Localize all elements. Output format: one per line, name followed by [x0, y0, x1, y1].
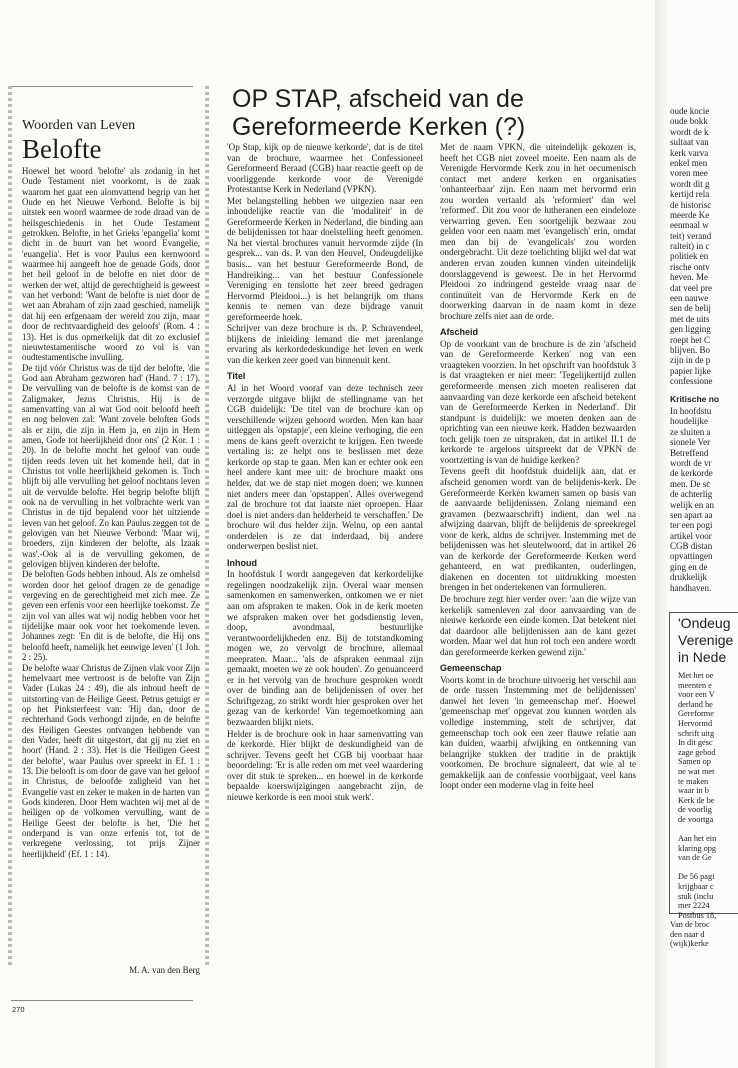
right-page-line: sionele Ver	[670, 437, 711, 448]
right-page-line: ze sluiten a	[670, 426, 711, 437]
right-page-line: sen apart aa	[670, 509, 713, 520]
right-page-partial	[668, 0, 738, 1068]
right-page-line: een nauwe	[670, 293, 709, 304]
boxed-notice-line: In dit gesc	[678, 738, 713, 748]
boxed-notice-line	[678, 825, 716, 835]
boxed-notice-line: Kerk de be	[678, 795, 715, 805]
right-page-line: artikel voor	[670, 530, 712, 541]
right-page-line: ter een pogi	[670, 520, 713, 531]
right-page-line: CGB distan	[670, 541, 713, 552]
sidebar-kicker: Woorden van Leven	[22, 118, 136, 133]
boxed-notice-line	[678, 863, 716, 873]
right-page-line: In hoofdstu	[670, 406, 712, 416]
article-paragraph: In hoofdstuk I wordt aangegeven dat kerkordelijke regelingen noodzakelijk zijn. Overal waar mensen samenkomen en samenwerken, ontkomen we er niet aan om afspraken te maken. Ook in de kerk moeten we afspraken maken over het godsdienstig leven, doop, avondmaal, bestuurlijke verantwoordelijkheden enz. Bij de totstandkoming mogen we, zo vervolgt de brochure, allemaal meepraten. Maar... 'als de afspraken eenmaal zijn gemaakt, moeten we ze ook houden'. Zo genuanceerd er in het vervolg van de brochure gesproken wordt over de binding aan de belijdenissen of over het Schriftgezag, zo strikt wordt hier gesproken over het gezag van de kerkorde! Van tegemoetkoming aan bezwaarden blijkt niets.	[227, 569, 423, 727]
article-paragraph: Met de naam VPKN, die uiteindelijk gekozen is, heeft het CGB niet zoveel moeite. Een naam als de Verenigde Hervormde Kerk zou in het oecumenisch contact met andere kerken en organisaties 'onhanteerbaar' zijn. Een naam met hervormd erin zou worden vertaald als 'reformiert' dan wel 'reformed'. Dit zou voor de lutheranen een eindeloze verwarring geven. Een soortgelijk bezwaar zou gelden voor een naam met 'evangelisch' erin, omdat men dan bij de 'evangelicals' zou worden ondergebracht. Uit deze toelichting blijkt wel dat wat anderen ervan zouden kunnen vinden uiteindelijk doorslaggevend is geweest. De in het Hervormd Pleidooi zo indringend gestelde vraag naar de continuïteit van de Hervormde Kerk en de doorwerking daarvan in de naam komt in deze brochure zelfs niet aan de orde.	[440, 142, 636, 321]
article-column-1	[227, 142, 423, 1022]
article-paragraph: Schrijver van deze brochure is ds. P. Schravendeel, blijkens de inleiding lemand die met jarenlange ervaring als kerkordedeskundige het leven en werk van die kerken zeer goed van binnenuit kent.	[227, 323, 423, 365]
boxed-notice-line: Postbus 18,	[678, 910, 717, 920]
boxed-notice-title	[678, 615, 733, 666]
right-page-line: Betreffend	[670, 447, 709, 458]
right-page-line: (wijk)kerke	[670, 939, 709, 949]
boxed-notice-line: waar in b	[678, 786, 709, 796]
right-page-text-top	[670, 106, 736, 387]
section-heading: Inhoud	[227, 557, 257, 568]
boxed-notice-line: de voortga	[678, 814, 714, 824]
right-page-line: met de uits	[670, 313, 710, 324]
article-paragraph: Voorts komt in de brochure uitvoerig het verschil aan de orde tussen 'Instemming met de belijdenissen' danwel het leven 'in gemeenschap met'. Hoewel 'gemeenschap met' opgevat zou kunnen worden als volledige instemming, stelt de schrijver, dat gemeenschap toch ook een zeer flauwe relatie aan kan duiden, waarbij afwijking en ontkenning van belangrijke stukken der traditie in de praktijk voorkomen. De brochure signaleert, dat wie al te gemakkelijk aan de confessie voorbijgaat, veel kans loopt onder een moderne vlag in feite heel	[440, 674, 636, 791]
right-page-heading: Kritische no	[670, 394, 720, 404]
boxed-notice-line: Met het oe	[678, 671, 714, 680]
right-page-line: de historisc	[670, 199, 712, 210]
right-page-line: heven. Me	[670, 272, 708, 283]
right-page-line: kertijd rela	[670, 189, 710, 200]
right-page-line: wordt dit g	[670, 178, 710, 189]
boxed-notice-line: De 56 pagi	[678, 872, 715, 882]
sidebar-top-rule	[11, 86, 193, 87]
right-page-line: de kerkorde	[670, 468, 713, 479]
sidebar-title: Belofte	[22, 134, 102, 164]
boxed-notice-line: zage gebod	[678, 747, 716, 757]
page-gutter	[655, 0, 668, 1068]
right-page-line: enkel men	[670, 157, 708, 168]
sidebar-right-border	[205, 86, 209, 966]
sidebar-paragraph: De beloften Gods hebben inhoud. Als ze omhelsd worden door het geloof dragen ze de genadige vergeving en de gerechtigheid met zich mee. Ze geven een erfenis voor een heerlijke toekomst. Ze zijn vol van alles wat wij nodig hebben voor het tijdelijke maar ook voor het toekomende leven. Johannes zegt: 'En dit is de belofte, die Hij ons beloofd heeft, namelijk het eeuwige leven' (1 Joh. 2 : 25).	[22, 569, 200, 663]
sidebar-body	[22, 166, 200, 946]
right-page-text-bottom	[670, 920, 710, 949]
boxed-notice-line: krijgbaar c	[678, 882, 714, 892]
right-page-line: wordt de vr	[670, 457, 712, 468]
article-paragraph: Tevens geeft dit hoofdstuk duidelijk aan, dat er afscheid genomen wordt van de belijdenis-kerk. De Gereformeerde Kerken kwamen samen op basis van de aanvaarde belijdenissen. Zolang niemand een gravamen (bezwaarschrift) indient, dan wel na afwijzing daarvan, blijft de belijdenis de spreekregel voor de kerk, aldus de schrijver. Instemming met de belijdenissen was het sleutelwoord, dat in artikel 26 van de kerkorde der Gereformeerde Kerken werd gehanteerd, en wat predikanten, ouderlingen, diakenen en docenten tot uitdrukking moesten brengen in het ondertekenen van formulieren.	[440, 466, 636, 593]
right-page-line: blijven. Bo	[670, 344, 710, 355]
right-page-line: de achterlig	[670, 489, 713, 500]
boxed-notice-line: de voorlig	[678, 805, 712, 815]
section-heading: Titel	[227, 371, 246, 382]
page-number: 270	[12, 1005, 25, 1014]
article-paragraph: Op de voorkant van de brochure is de zin 'afscheid van de Gereformeerde Kerken' nog van een vraagteken voorzien. In het opschrift van hoofdstuk 3 is dat vraagteken er niet meer: 'Tegelijkertijd zullen gereformeerde mensen zich moeten realiseren dat aanvaarding van deze kerkorde een afscheid betekent van de Gereformeerde Kerken in Nederland'. Dit standpunt is duidelijk: we moeten denken aan de oprichting van een nieuwe kerk. Hadden bezwaarden toch gelijk toen ze uitspraken, dat in artikel II.1 de kerkorde te argeloos uitspreekt dat de VPKN de voortzetting is van de huidige kerken?	[440, 338, 636, 465]
boxed-notice-line: Hervormd	[678, 718, 713, 728]
boxed-notice-line: voor een V	[678, 690, 715, 700]
right-page-line: gen ligging	[670, 324, 711, 335]
right-page-line: oude kocie	[670, 106, 710, 116]
boxed-notice-line: Aan het ein	[678, 834, 717, 844]
boxed-notice-line: mer 2224	[678, 901, 710, 911]
right-page-line: oude bokk	[670, 116, 708, 127]
boxed-notice-line: van de Ge	[678, 853, 712, 863]
article-paragraph: Met belangstelling hebben we uitgezien naar een inhoudelijke reactie van die 'modaliteit' in de Gereformeerde Kerken in Nederland, die binding aan de belijdenissen tot haar doelstelling heeft genomen. Na het viertal brochures vanuit hervormde zijde (In gesprek... van ds. P. van den Heuvel, Ondeugdelijke basis... van het bestuur Gereformeerde Bond, de Handreiking... van het bestuur Confessionele Vereniging en tenslotte het zeer breed gedragen Hervormd Pleidooi...) is het belangrijk om thans kennis te nemen van deze bijdrage vanuit gereformeerde hoek.	[227, 195, 423, 322]
right-page-line: den naar d	[670, 929, 705, 939]
right-page-line: Van de broc	[670, 920, 710, 929]
boxed-notice-line: Samen op	[678, 757, 711, 767]
right-page-line: men. De sc	[670, 478, 711, 489]
section-heading: Afscheid	[440, 327, 479, 338]
boxed-notice-title-line: Verenige	[678, 632, 734, 648]
section-heading: Gemeenschap	[440, 663, 502, 674]
boxed-notice-line: stuk (inclu	[678, 891, 714, 901]
right-page-line: ging en de	[670, 561, 708, 572]
boxed-notice-text	[678, 671, 716, 920]
article-title: OP STAP, afscheid van de Gereformeerde Kerken (?)	[232, 85, 526, 141]
right-page-line: sen de belij	[670, 303, 711, 314]
right-page-line: zijn in de p	[670, 355, 711, 366]
article-paragraph: Helder is de brochure ook in haar samenvatting van de kerkorde. Hier blijkt de deskundigheid van de schrijver. Tevens geeft het CGB bij voorbaat haar beoordeling: 'Er is alle reden om met veel waardering over dit stuk te spreken... en hoewel in de kerkorde bepaalde koerswijzigingen aangebracht zijn, de nieuwe kerkorde is een mooi stuk werk'.	[227, 728, 423, 802]
right-page-line: houdelijke	[670, 416, 708, 427]
right-page-line: handhaven.	[670, 582, 712, 593]
boxed-notice-line: Gereforme	[678, 709, 714, 719]
article-paragraph: Al in het Woord vooraf van deze technisch zeer verzorgde uitgave blijkt de stellingname van het CGB duidelijk: 'De titel van de brochure kan op verschillende wijzen gehoord worden. Men kan haar uitleggen als 'opstapje', een kleine verhoging, die een mens de kans geeft overzicht te krijgen. Een tweede vertaling is: ze helpt ons te beslissen met deze kerkorde op stap te gaan. Men kan er echter ook een heel andere kant mee uit: de brochure maakt ons helder, dat we de stap niet mogen doen; we kunnen niet anders meer dan 'opstappen'. Alles overwegend zal de brochure tot dat laatste niet oproepen. Haar doel is niet anders dan helderheid te verschaffen.' De brochure wil dus helder zijn. Welnu, op een aantal onderdelen is ze dat inderdaad, bij andere onderwerpen beslist niet.	[227, 383, 423, 552]
article-paragraph: 'Op Stap, kijk op de nieuwe kerkorde', dat is de titel van de brochure, waarmee het Confessioneel Gereformeerd Beraad (CGB) haar reactie geeft op de voorliggende kerkorde voor de Verenigde Protestantse Kerk in Nederland (VPKN).	[227, 142, 423, 195]
boxed-notice-line: ne wat met	[678, 766, 715, 776]
right-page-line: rische ontv	[670, 261, 710, 272]
right-page-line: welijk en an	[670, 499, 714, 510]
boxed-notice-line: derland he	[678, 699, 713, 709]
sidebar-author: M. A. van den Berg	[129, 965, 200, 975]
right-page-line: eenmaal w	[670, 220, 709, 231]
right-page-line: kerk varva	[670, 147, 709, 158]
sidebar-paragraph: De belofte waar Christus de Zijnen vlak voor Zijn hemelvaart mee vertroost is de belofte van Zijn Vader (Lukas 24 : 49), die als inhoud heeft de uitstorting van de Heilige Geest. Petrus getuigt er op het Pinksterfeest van: 'Hij dan, door de rechterhand Gods verhoogd zijnde, en de belofte des Heiligen Geestes ontvangen hebbende van den Vader, heeft dit uitgestort, dat gij nu ziet en hoort' (Hand. 2 : 33). Het is die 'Heiligen Geest der belofte', waar Paulus over spreekt in Ef. 1 : 13. Die belooft is om door de gave van het geloof in Christus, de beloofde zaligheid van het Evangelie vast en zeker te maken in de harten van Gods kinderen. Door Hem wachten wij met al de heiligen op de volkomen vervulling, want de Heilige Geest der belofte is het, 'Die het onderpand is van onze erfenis tot, tot de verkregene verlossing, tot prijs Zijner heerlijkheid' (Ef. 1 : 14).	[22, 662, 200, 859]
boxed-notice-line: meenten e	[678, 680, 712, 690]
boxed-notice-title-line: in Nede	[678, 649, 727, 665]
right-page-line: voren mee	[670, 168, 708, 179]
right-page-line: drukkelijk	[670, 572, 707, 583]
sidebar-bottom-rule	[11, 1000, 193, 1001]
sidebar-left-border	[8, 86, 12, 966]
right-page-line: teit) verand	[670, 230, 712, 241]
right-page-line: papier lijke	[670, 365, 711, 376]
boxed-notice-line: klaring opg	[678, 843, 717, 853]
right-page-boxed-notice	[669, 612, 738, 920]
article-column-2	[440, 142, 636, 1022]
right-page-line: sultaat van	[670, 137, 709, 148]
article-paragraph: De brochure zegt hier verder over: 'aan die wijze van kerkelijk samenleven zal door aanvaarding van de nieuwe kerkorde een einde komen. Dat betekent niet dat daardoor alle belijdenissen aan de kant gezet worden. Maar wel dat hun rol toch een andere wordt dan gereformeerde kerken gewend zijn.'	[440, 593, 636, 657]
boxed-notice-title-line: 'Ondeug	[678, 615, 731, 631]
right-page-line: confessione	[670, 376, 713, 387]
boxed-notice-line: te maken	[678, 776, 709, 786]
right-page-line: opvattingen	[670, 551, 713, 562]
sidebar-paragraph: Hoewel het woord 'belofte' als zodanig in het Oude Testament niet voorkomt, is de zaak waarom het gaat een alomvattend begrip van het Oude en het Nieuwe Verbond. Belofte is bij uitstek een woord waarmee de rode draad van de heilsgeschiedenis in het Oude Testament getrokken. Belofte, in het Grieks 'epangelia' komt dicht in de buurt van het woord Evangelie, 'euangelia'. Het is voor Paulus een kernwoord waarmee hij aangeeft hoe de genade Gods, door het heil geloof in de belofte en niet door de werken der wet, altijd de gerechtigheid is geweest van het verbond: 'Want de belofte is niet door de wet aan Abraham of zijn zaad geschied, namelijk dat hij een erfgenaam der wereld zou zijn, maar door de rechtvaardigheid des geloofs' (Rom. 4 : 13). Het is dus opmerkelijk dat dit zo exclusief nieuwtestamentische woord zo vol is van oudtestamentische invulling.	[22, 166, 200, 363]
boxed-notice-line: schrift uitg	[678, 728, 715, 738]
right-page-text-middle	[670, 406, 736, 593]
right-page-line: politiek en	[670, 251, 709, 262]
right-page-line: meerde Ke	[670, 209, 710, 220]
sidebar-paragraph: De tijd vóór Christus was de tijd der belofte, 'die God aan Abraham gezworen had' (Hand. 7 : 17). De vervulling van de belofte is de komst van de Zaligmaker, Jezus Christus. Hij is de samenvatting van al wat God ooit beloofd heeft en nog beloven zal: 'Want zovele beloften Gods als er zijn, die zijn in Hem ja, en zijn in Hem amen, Gode tot heerlijkheid door ons' (2 Kor. 1 : 20). In de belofte mocht het geloof van oude tijden reeds leven uit het komende heil, dat in Christus tot volle heerlijkheid gekomen is. Toch blijft bij alle vervulling het geloof nochtans leven uit de vervulde belofte. Het begrip belofte blijft ook na de vervulling in het volbrachte werk van Christus in de tijd bepalend voor het uitziende leven van het geloof. Zo kan Paulus zeggen tot de gelovigen van het Nieuwe Verbond: 'Maar wij, broeders, zijn kinderen der belofte, als Izaak was'.-Ook al is de vervulling gekomen, de gelovigen blijven kinderen der belofte.	[22, 362, 200, 570]
right-page-line: roept het C	[670, 334, 710, 345]
right-page-line: wordt de k	[670, 126, 709, 137]
right-page-line: ralteit) in c	[670, 241, 710, 252]
right-page-line: dat veel pre	[670, 282, 712, 293]
